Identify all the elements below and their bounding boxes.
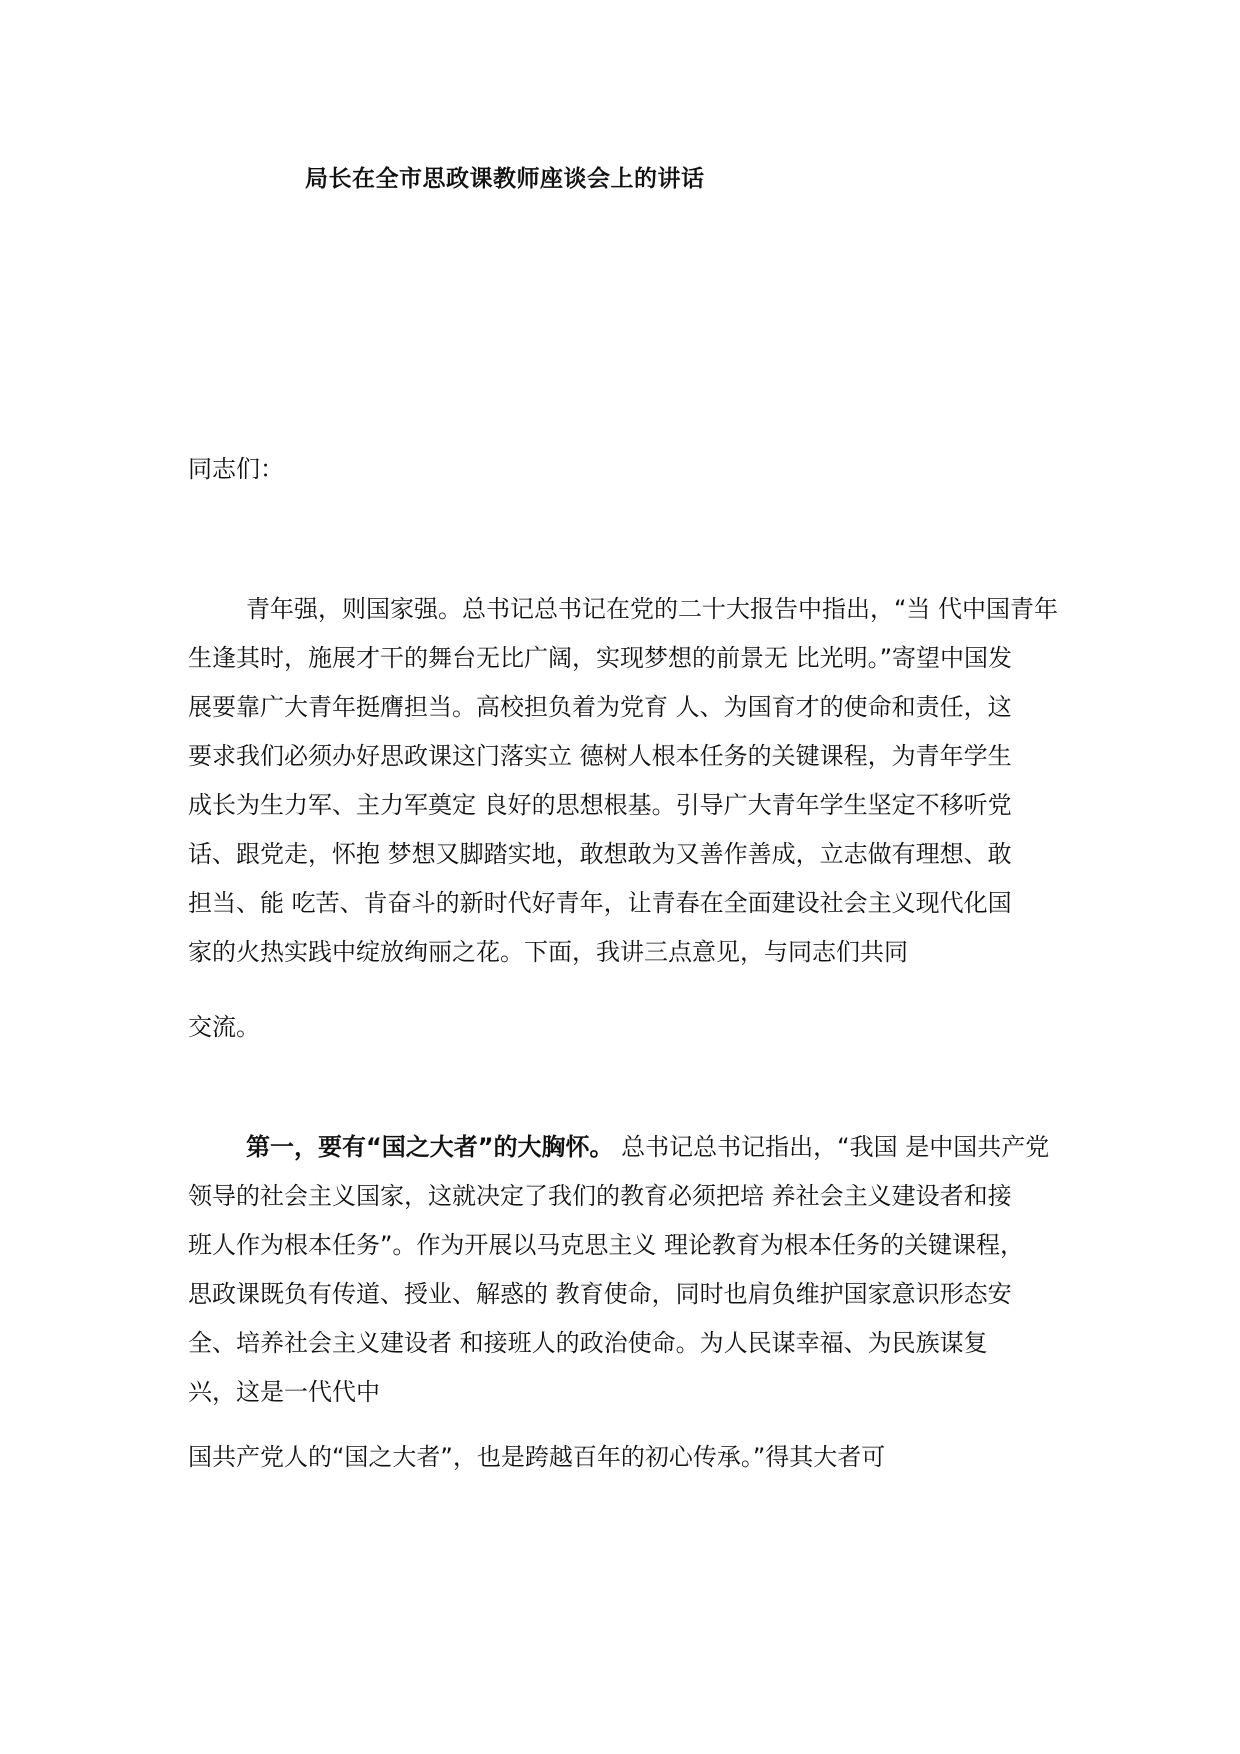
paragraph-line <box>188 1123 1068 1172</box>
paragraph-line: 思政课既负有传道、授业、解惑的 教育使命，同时也肩负维护国家意识形态安 <box>188 1280 1012 1308</box>
paragraph-line: 成长为生力军、主力军奠定 良好的思想根基。引导广大青年学生坚定不移听党 <box>188 791 1012 819</box>
paragraph-line: 展要靠广大青年挺膺担当。高校担负着为党育 人、为国育才的使命和责任，这 <box>188 693 1012 721</box>
paragraph-first-point-tail <box>188 1433 1068 1482</box>
paragraph-line: 班人作为根本任务”。作为开展以马克思主义 理论教育为根本任务的关键课程， <box>188 1231 1025 1259</box>
paragraph-line: 话、跟党走，怀抱 梦想又脚踏实地，敢想敢为又善作善成，立志做有理想、敢 <box>188 840 1012 868</box>
paragraph-first-point <box>188 1123 1068 1417</box>
paragraph-line: 交流。 <box>188 1013 260 1041</box>
paragraph-intro <box>188 585 1068 977</box>
point-heading: 第一，要有“国之大者”的大胸怀。 <box>246 1133 614 1161</box>
document-title: 局长在全市思政课教师座谈会上的讲话 <box>305 166 705 192</box>
salutation: 同志们： <box>188 455 284 483</box>
paragraph-line: 生逢其时，施展才干的舞台无比广阔，实现梦想的前景无 比光明。”寄望中国发 <box>188 644 1013 672</box>
paragraph-line: 担当、能 吃苦、肯奋斗的新时代好青年，让青春在全面建设社会主义现代化国 <box>188 889 1012 917</box>
paragraph-intro-tail <box>188 1003 1068 1052</box>
paragraph-line: 国共产党人的“国之大者”，也是跨越百年的初心传承。”得其大者可 <box>188 1443 886 1471</box>
paragraph-line: 领导的社会主义国家，这就决定了我们的教育必须把培 养社会主义建设者和接 <box>188 1182 1012 1210</box>
paragraph-line: 青年强，则国家强。总书记总书记在党的二十大报告中指出，“当 代中国青年 <box>246 595 1059 623</box>
paragraph-line: 全、培养社会主义建设者 和接班人的政治使命。为人民谋幸福、为民族谋复 <box>188 1329 988 1357</box>
paragraph-line: 家的火热实践中绽放绚丽之花。下面，我讲三点意见，与同志们共同 <box>188 938 908 966</box>
paragraph-line: 兴，这是一代代中 <box>188 1378 380 1406</box>
paragraph-line: 要求我们必须办好思政课这门落实立 德树人根本任务的关键课程，为青年学生 <box>188 742 1012 770</box>
point-heading-rest: 总书记总书记指出，“我国 是中国共产党 <box>613 1133 1050 1161</box>
